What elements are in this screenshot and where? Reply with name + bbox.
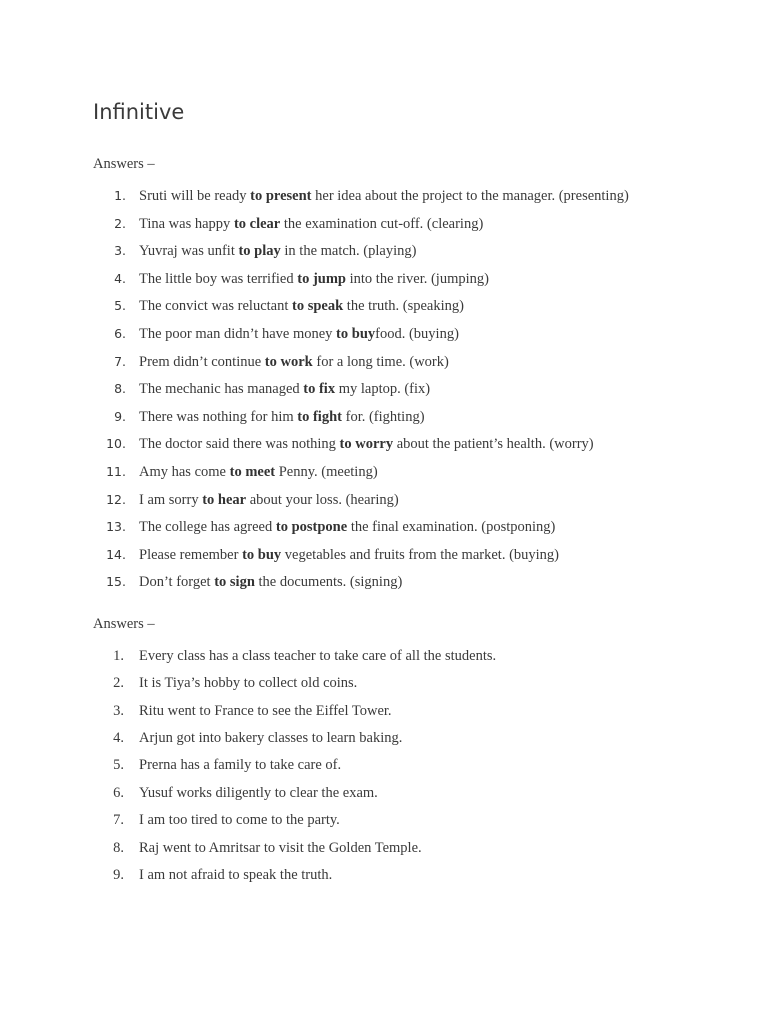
- item-text: I am not afraid to speak the truth.: [139, 867, 333, 884]
- item-text: Prem didn’t continue: [139, 353, 265, 370]
- item-number: 5.: [113, 757, 124, 774]
- list-item: [93, 186, 733, 214]
- item-text: The college has agreed: [139, 519, 276, 536]
- answer-list-2: [93, 646, 733, 893]
- document-page: [93, 96, 733, 892]
- item-number: 4.: [114, 270, 126, 286]
- item-text: in the match. (playing): [280, 243, 417, 260]
- item-text: I am sorry: [139, 491, 203, 508]
- item-text: the truth. (speaking): [343, 298, 464, 315]
- item-number: 9.: [113, 867, 124, 884]
- item-text: Yuvraj was unfit: [139, 243, 239, 260]
- list-item: [93, 269, 733, 297]
- infinitive-phrase: to meet: [229, 463, 276, 480]
- item-text: It is Tiya’s hobby to collect old coins.: [139, 675, 358, 692]
- item-number: 7.: [114, 353, 126, 369]
- infinitive-phrase: to play: [238, 243, 281, 260]
- item-text: the documents. (signing): [254, 574, 403, 591]
- infinitive-phrase: to present: [250, 188, 312, 204]
- infinitive-phrase: to clear: [233, 215, 281, 232]
- item-text: The convict was reluctant: [139, 298, 292, 315]
- item-number: 8.: [113, 839, 124, 856]
- infinitive-phrase: to jump: [297, 270, 346, 287]
- item-text: the examination cut-off. (clearing): [280, 215, 484, 232]
- item-number: 11.: [106, 463, 126, 479]
- item-text: vegetables and fruits from the market. (buying): [281, 546, 560, 563]
- item-text: Don’t forget: [139, 574, 215, 591]
- item-number: 6.: [114, 325, 126, 341]
- list-item: [93, 241, 733, 269]
- item-text: Amy has come: [139, 463, 230, 480]
- answer-list-1: [93, 186, 733, 600]
- item-text: about your loss. (hearing): [246, 491, 399, 508]
- list-item: [93, 462, 733, 490]
- infinitive-phrase: to buy: [242, 546, 282, 563]
- infinitive-phrase: to postpone: [275, 519, 348, 536]
- item-number: 12.: [106, 491, 126, 507]
- item-number: 4.: [113, 730, 124, 747]
- infinitive-phrase: to speak: [292, 298, 344, 315]
- item-text: The mechanic has managed: [139, 381, 304, 398]
- item-number: 7.: [113, 812, 124, 829]
- list-item: [93, 838, 733, 865]
- section-label-answers-2: Answers –: [93, 615, 155, 632]
- infinitive-phrase: to sign: [214, 574, 255, 591]
- list-item: [93, 296, 733, 324]
- item-number: 6.: [113, 784, 124, 801]
- item-number: 2.: [114, 215, 126, 231]
- section-label-answers-1: Answers –: [93, 156, 155, 172]
- list-item: [93, 646, 733, 673]
- infinitive-phrase: to buy: [336, 325, 376, 342]
- item-text: There was nothing for him: [139, 408, 298, 425]
- item-number: 1.: [113, 647, 124, 664]
- item-number: 5.: [114, 298, 126, 314]
- item-text: for. (fighting): [341, 408, 425, 425]
- item-text: the final examination. (postponing): [347, 519, 556, 536]
- item-text: Ritu went to France to see the Eiffel Tower.: [139, 702, 392, 719]
- list-item: [93, 572, 733, 600]
- item-text: Arjun got into bakery classes to learn baking.: [139, 730, 403, 747]
- item-text: her idea about the project to the manager. (presenting): [311, 188, 629, 204]
- item-number: 10.: [106, 436, 126, 452]
- item-number: 1.: [114, 188, 126, 203]
- item-text: Penny. (meeting): [275, 463, 378, 480]
- item-text: into the river. (jumping): [346, 270, 489, 287]
- infinitive-phrase: to fight: [297, 408, 342, 425]
- item-text: Yusuf works diligently to clear the exam.: [139, 784, 378, 801]
- list-item: [93, 517, 733, 545]
- list-item: [93, 728, 733, 755]
- list-item: [93, 434, 733, 462]
- item-number: 14.: [106, 546, 126, 562]
- item-text: Prerna has a family to take care of.: [139, 757, 342, 774]
- item-number: 15.: [106, 574, 126, 590]
- item-text: Sruti will be ready: [139, 188, 251, 204]
- item-number: 3.: [114, 243, 126, 259]
- list-item: [93, 407, 733, 435]
- infinitive-phrase: to fix: [303, 381, 336, 398]
- item-number: 3.: [113, 702, 124, 719]
- infinitive-phrase: to hear: [202, 491, 247, 508]
- list-item: [93, 545, 733, 573]
- item-text: I am too tired to come to the party.: [139, 812, 340, 829]
- list-item: [93, 379, 733, 407]
- item-number: 13.: [106, 519, 126, 535]
- item-text: my laptop. (fix): [335, 381, 431, 398]
- item-text: about the patient’s health. (worry): [393, 436, 594, 453]
- list-item: [93, 214, 733, 242]
- item-text: Tina was happy: [139, 215, 234, 232]
- item-text: for a long time. (work): [312, 353, 449, 370]
- item-text: Raj went to Amritsar to visit the Golden Temple.: [139, 839, 422, 856]
- item-text: food. (buying): [375, 325, 459, 342]
- list-item: [93, 701, 733, 728]
- list-item: [93, 755, 733, 782]
- item-text: The little boy was terrified: [139, 270, 298, 287]
- list-item: [93, 324, 733, 352]
- item-text: The poor man didn’t have money: [139, 325, 337, 342]
- infinitive-phrase: to work: [264, 353, 313, 370]
- item-number: 9.: [114, 408, 126, 424]
- item-number: 8.: [114, 381, 126, 397]
- item-number: 2.: [113, 675, 124, 692]
- page-title: Infinitive: [93, 100, 185, 124]
- item-text: Please remember: [139, 546, 243, 563]
- item-text: The doctor said there was nothing: [139, 436, 340, 453]
- list-item: [93, 490, 733, 518]
- list-item: [93, 673, 733, 700]
- item-text: Every class has a class teacher to take care of all the students.: [139, 647, 497, 664]
- list-item: [93, 352, 733, 380]
- infinitive-phrase: to worry: [339, 436, 394, 453]
- list-item: [93, 865, 733, 892]
- list-item: [93, 783, 733, 810]
- list-item: [93, 810, 733, 837]
